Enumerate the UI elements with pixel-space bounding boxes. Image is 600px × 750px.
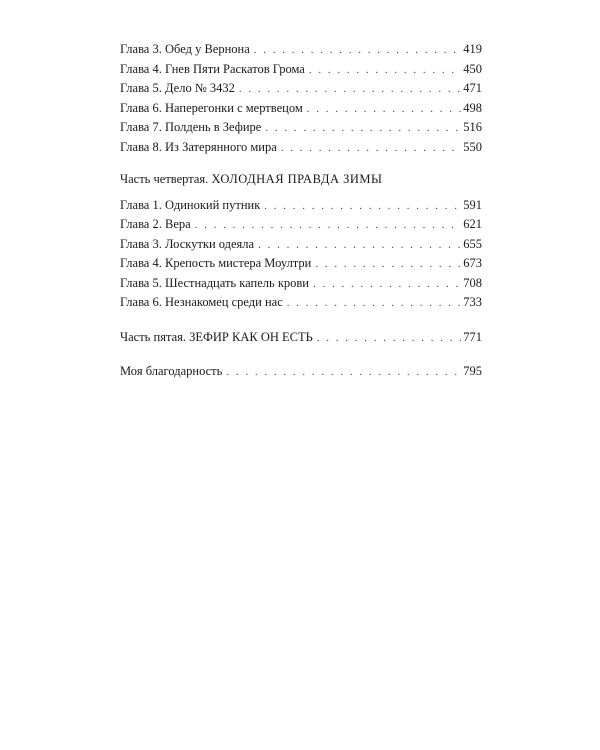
toc-entry-title [120,328,313,348]
dot-leader [315,255,461,275]
toc-entry [120,118,482,138]
toc-entry-part [120,328,482,348]
toc-entry-page: 673 [463,256,482,270]
dot-leader [239,80,461,100]
dot-leader [226,363,461,383]
dot-leader [195,216,462,236]
toc-entry-page: 655 [463,236,482,251]
part-heading [120,170,482,190]
toc-entry [120,274,482,294]
dot-leader [264,197,461,217]
dot-leader [281,139,461,159]
toc-entry-title: Глава 3. Лоскутки одеяла [120,236,255,251]
toc-entry-title: Моя благодарность [120,364,223,378]
dot-leader [309,61,461,81]
toc-entry-title: Глава 5. Шестнадцать капель крови [120,275,309,290]
dot-leader [317,329,461,349]
toc-entry-title: Глава 4. Гнев Пяти Раскатов Грома [120,61,305,76]
toc-entry [120,79,482,99]
toc-entry [120,362,482,382]
dot-leader [313,275,461,295]
toc-entry-page: 471 [463,81,482,95]
toc-entry-title: Глава 1. Одинокий путник [120,197,261,212]
toc-entry [120,293,482,313]
toc-entry-title: Глава 3. Обед у Вернона [120,42,250,56]
part-title: ЗЕФИР КАК ОН ЕСТЬ [189,329,313,344]
toc-entry-title: Глава 6. Незнакомец среди нас [120,295,283,309]
toc-entry [120,235,482,255]
toc-entry [120,138,482,158]
toc-entry-title: Глава 2. Вера [120,217,191,231]
toc-entry [120,254,482,274]
toc-entry-page: 795 [463,364,482,378]
toc-entry-title: Глава 5. Дело № 3432 [120,81,235,95]
table-of-contents [120,40,482,382]
dot-leader [307,100,462,120]
toc-entry-page: 708 [463,275,482,290]
toc-entry-page: 419 [463,42,482,56]
toc-entry [120,40,482,60]
toc-entry [120,99,482,119]
toc-entry-page: 621 [463,217,482,231]
dot-leader [254,41,461,61]
dot-leader [258,236,461,256]
toc-entry-page: 771 [463,329,482,344]
toc-entry-page: 733 [463,295,482,309]
toc-entry-page: 450 [463,61,482,76]
part-prefix: Часть четвертая. [120,172,209,186]
dot-leader [265,119,461,139]
dot-leader [287,294,461,314]
toc-entry [120,196,482,216]
toc-entry [120,60,482,80]
toc-entry-title: Глава 7. Полдень в Зефире [120,120,262,134]
toc-entry-page: 591 [463,197,482,212]
toc-entry-page: 498 [463,100,482,115]
toc-entry-title: Глава 4. Крепость мистера Моултри [120,256,312,270]
part-prefix: Часть пятая. [120,329,186,344]
toc-entry-title: Глава 6. Наперегонки с мертвецом [120,100,303,115]
toc-entry [120,215,482,235]
part-title: ХОЛОДНАЯ ПРАВДА ЗИМЫ [211,172,383,186]
toc-entry-title: Глава 8. Из Затерянного мира [120,139,277,154]
toc-entry-page: 550 [463,139,482,154]
toc-entry-page: 516 [463,120,482,134]
